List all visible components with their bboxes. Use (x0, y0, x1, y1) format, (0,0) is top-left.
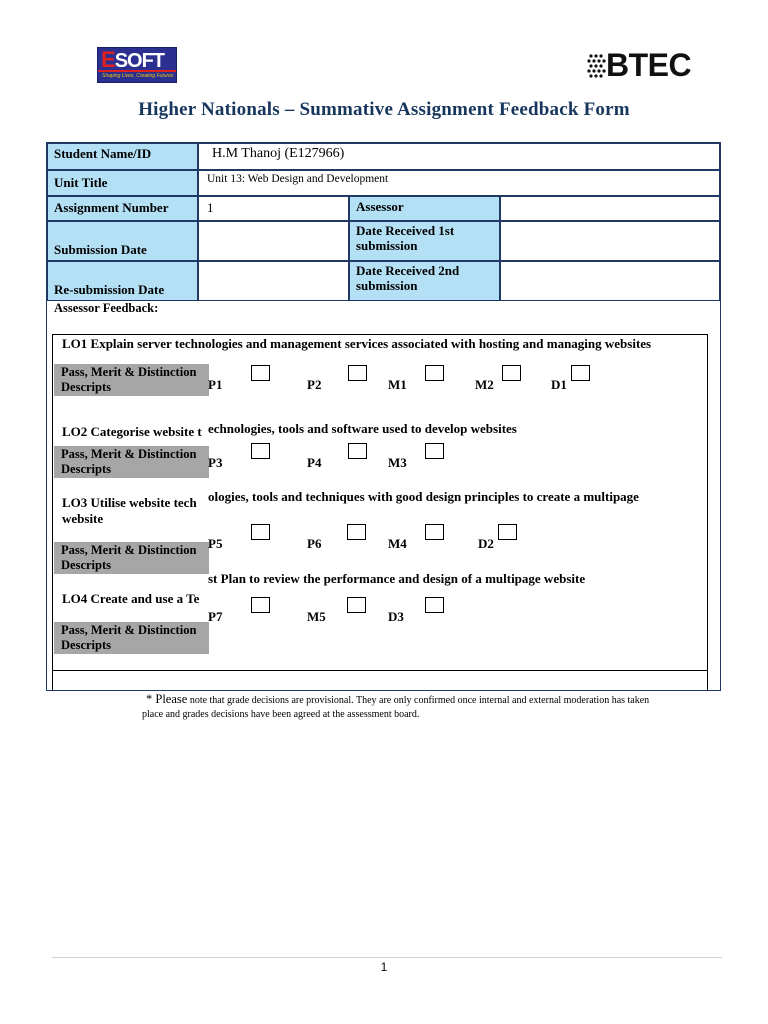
checkbox-d1[interactable] (571, 365, 590, 381)
grade-d1: D1 (551, 377, 567, 392)
grade-p3: P3 (208, 455, 223, 470)
lo4-pmd-label: Pass, Merit & Distinction Descripts (54, 622, 209, 654)
checkbox-m3[interactable] (425, 443, 444, 459)
student-name-field[interactable]: H.M Thanoj (E127966) (198, 143, 720, 170)
note-star-text: * Please (146, 692, 188, 706)
checkbox-p3[interactable] (251, 443, 270, 459)
submission-date-label: Submission Date (47, 221, 198, 261)
grade-p6: P6 (307, 536, 322, 551)
lo4-text-right: st Plan to review the performance and design of a multipage website (208, 571, 586, 586)
grade-p1: P1 (208, 377, 223, 392)
lo4-text-left: LO4 Create and use a Te (62, 591, 200, 606)
grade-m1: M1 (388, 377, 407, 392)
grade-p2: P2 (307, 377, 322, 392)
checkbox-m2[interactable] (502, 365, 521, 381)
lo1-pmd-label: Pass, Merit & Distinction Descripts (54, 364, 209, 396)
lo3-text-left-1: LO3 Utilise website tech (62, 495, 197, 510)
footer-divider (52, 957, 722, 958)
feedback-box-bottom-line (52, 670, 708, 671)
grade-note-line2: place and grades decisions have been agreed at the assessment board. (142, 709, 420, 720)
lo3-pmd-label: Pass, Merit & Distinction Descripts (54, 542, 209, 574)
form-title: Higher Nationals – Summative Assignment Feedback Form (138, 99, 630, 120)
date-received-1-label: Date Received 1st submission (349, 221, 500, 261)
esoft-logo-text: ESOFT (101, 47, 165, 72)
grade-d3: D3 (388, 609, 404, 624)
unit-title-field[interactable]: Unit 13: Web Design and Development (198, 170, 720, 196)
lo3-text-left-2: website (62, 511, 104, 526)
grade-p5: P5 (208, 536, 223, 551)
feedback-box-left-line (52, 334, 53, 691)
unit-title-label: Unit Title (47, 170, 198, 196)
assessor-feedback-label: Assessor Feedback: (54, 301, 159, 315)
grade-p4: P4 (307, 455, 322, 470)
btec-logo-text: BTEC (606, 47, 692, 83)
page-number: 1 (380, 960, 388, 974)
btec-dots-icon (586, 53, 608, 81)
lo1-text: LO1 Explain server technologies and management services associated with hosting and managing websites (62, 336, 652, 351)
checkbox-p5[interactable] (251, 524, 270, 540)
resubmission-date-field[interactable] (198, 261, 349, 301)
grade-note-line1 (146, 692, 649, 708)
btec-logo (586, 47, 702, 85)
assessor-field[interactable] (500, 196, 720, 221)
date-received-2-label: Date Received 2nd submission (349, 261, 500, 301)
date-received-2-field[interactable] (500, 261, 720, 301)
student-name-label: Student Name/ID (47, 143, 198, 170)
submission-date-field[interactable] (198, 221, 349, 261)
grade-p7: P7 (208, 609, 223, 624)
checkbox-p6[interactable] (347, 524, 366, 540)
checkbox-p4[interactable] (348, 443, 367, 459)
checkbox-m1[interactable] (425, 365, 444, 381)
checkbox-d3[interactable] (425, 597, 444, 613)
date-received-1-field[interactable] (500, 221, 720, 261)
grade-m5: M5 (307, 609, 326, 624)
resubmission-date-label: Re-submission Date (47, 261, 198, 301)
lo3-text-right: ologies, tools and techniques with good design principles to create a multipage (208, 489, 639, 504)
checkbox-m5[interactable] (347, 597, 366, 613)
grade-m2: M2 (475, 377, 494, 392)
checkbox-p2[interactable] (348, 365, 367, 381)
assessor-label: Assessor (349, 196, 500, 221)
checkbox-m4[interactable] (425, 524, 444, 540)
assignment-number-label: Assignment Number (47, 196, 198, 221)
esoft-tagline: Shaping Lives, Creating Futures (102, 73, 174, 79)
checkbox-p1[interactable] (251, 365, 270, 381)
checkbox-p7[interactable] (251, 597, 270, 613)
feedback-box-right-line (707, 334, 708, 691)
grade-d2: D2 (478, 536, 494, 551)
grade-m3: M3 (388, 455, 407, 470)
checkbox-d2[interactable] (498, 524, 517, 540)
assignment-number-field[interactable]: 1 (198, 196, 349, 221)
lo2-text-right: echnologies, tools and software used to develop websites (208, 421, 517, 436)
note-line1-text: note that grade decisions are provisional. They are only confirmed once internal and external moderation has taken (187, 695, 650, 706)
lo2-text-left: LO2 Categorise website t (62, 424, 202, 439)
esoft-logo (97, 47, 177, 83)
lo2-pmd-label: Pass, Merit & Distinction Descripts (54, 446, 209, 478)
grade-m4: M4 (388, 536, 407, 551)
feedback-box-top-line (52, 334, 708, 335)
